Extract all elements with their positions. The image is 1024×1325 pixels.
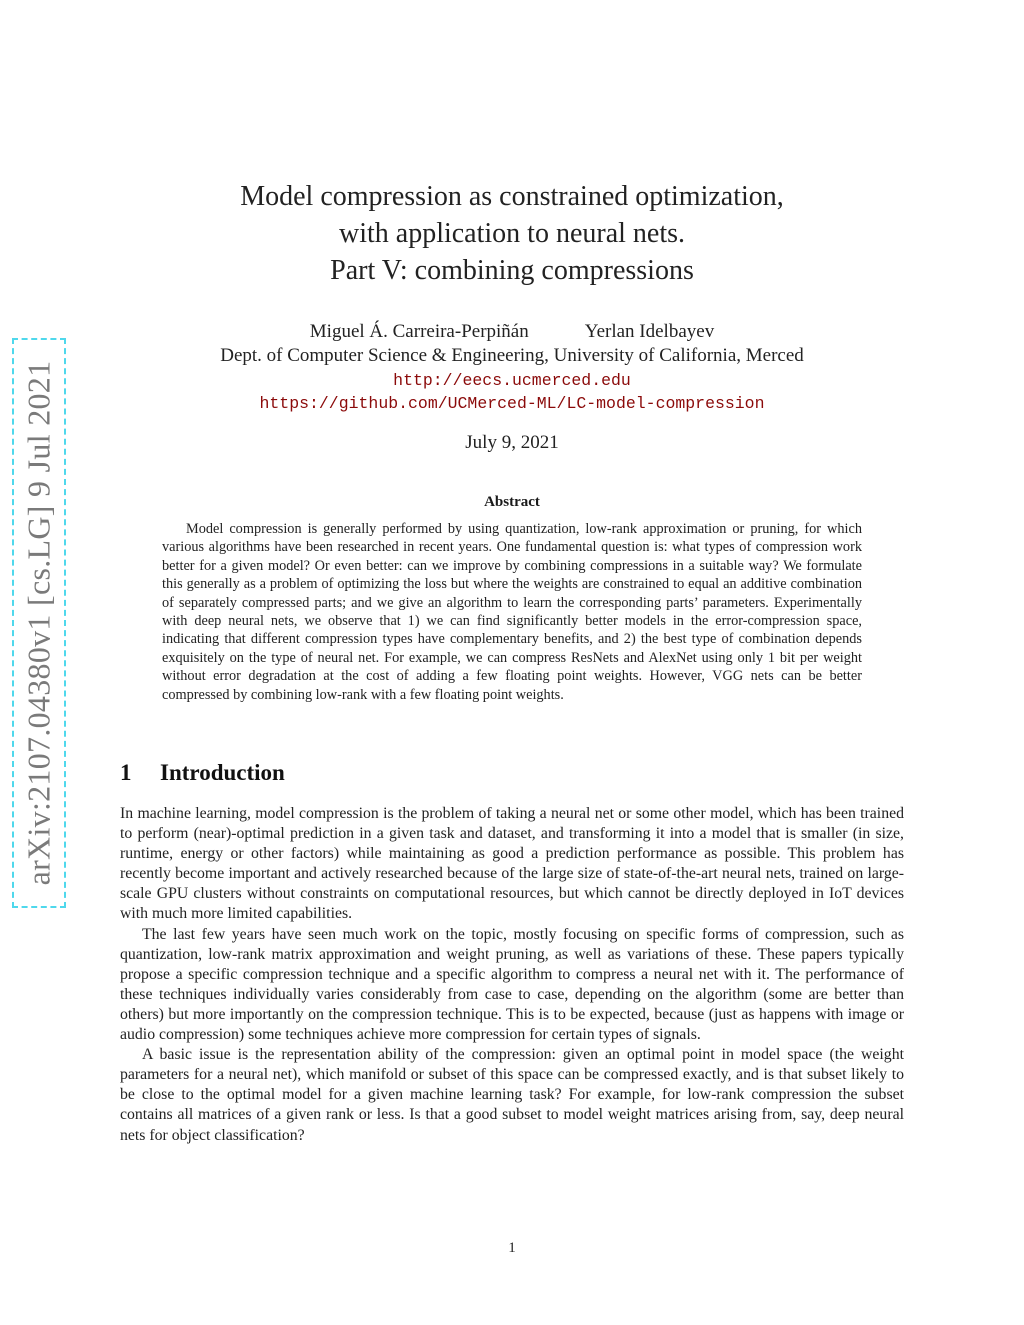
section-title: Introduction [160,760,285,785]
section-heading [120,760,285,786]
abstract-heading: Abstract [484,494,540,510]
paper-title [0,178,1024,289]
title-line-3: Part V: combining compressions [330,255,694,286]
affiliation: Dept. of Computer Science & Engineering, University of California, Merced [220,345,804,366]
paragraph-2: The last few years have seen much work on the topic, mostly focusing on specific forms of compression, such as quantization, low-rank matrix approximation and weight pruning, as well as variations of these. These papers typically propose a specific compression technique and a specific algorithm to compress a neural net with it. The performance of these techniques individually varies considerably from case to case, depending on the algorithm (some are better than others) but more importantly on the compression technique. This is to be expected, because (just as happens with image or audio compression) some techniques achieve more compression for certain types of signals. [120,925,904,1044]
page-number: 1 [508,1240,516,1256]
url-link-github[interactable]: https://github.com/UCMerced-ML/LC-model-compression [259,394,765,413]
section-body [120,804,904,1146]
title-line-1: Model compression as constrained optimization, [240,181,784,212]
abstract-text: Model compression is generally performed by using quantization, low-rank approximation or pruning, for which various algorithms have been researched in recent years. One fundamental question is: what types of compression work better for a given model? Or even better: can we improve by combining compressions in a suitable way? We formulate this generally as a problem of optimizing the loss but where the weights are constrained to equal an additive combination of separately compressed parts; and we give an algorithm to learn the corresponding parts’ parameters. Experimentally with deep neural nets, we observe that 1) we can find significantly better models in the error-compression space, indicating that different compression types have complementary benefits, and 2) the best type of combination depends exquisitely on the type of neural net. For example, we can compress ResNets and AlexNet using only 1 bit per weight without error degradation at the cost of adding a few floating point weights. However, VGG nets can be better compressed by combining low-rank with a few floating point weights. [162,521,862,703]
author-list [0,321,1024,343]
title-line-2: with application to neural nets. [338,218,686,249]
arxiv-stamp [12,338,66,908]
arxiv-identifier: arXiv:2107.04380v1 [cs.LG] 9 Jul 2021 [20,360,57,886]
url-link-eecs[interactable]: http://eecs.ucmerced.edu [393,371,631,390]
author-2: Yerlan Idelbayev [584,321,715,342]
publication-date: July 9, 2021 [465,432,559,453]
section-number: 1 [120,760,132,785]
author-1: Miguel Á. Carreira-Perpiñán [309,321,529,342]
paragraph-1: In machine learning, model compression is the problem of taking a neural net or some other model, which has been trained to perform (near)-optimal prediction in a given task and dataset, and transforming it into a model that is smaller (in size, runtime, energy or other factors) while maintaining as good a prediction performance as possible. This problem has recently become important and actively researched because of the large size of state-of-the-art neural nets, trained on large-scale GPU clusters without constraints on computational resources, but which cannot be directly deployed in IoT devices with much more limited capabilities. [120,805,904,923]
paragraph-3: A basic issue is the representation ability of the compression: given an optimal point in model space (the weight parameters for a neural net), which manifold or subset of this space can be compressed exactly, and is that subset likely to be close to the optimal model for a given machine learning task? For example, for low-rank compression the subset contains all matrices of a given rank or less. Is that a good subset to model weight matrices arising from, say, deep neural nets for object classification? [120,1046,904,1144]
